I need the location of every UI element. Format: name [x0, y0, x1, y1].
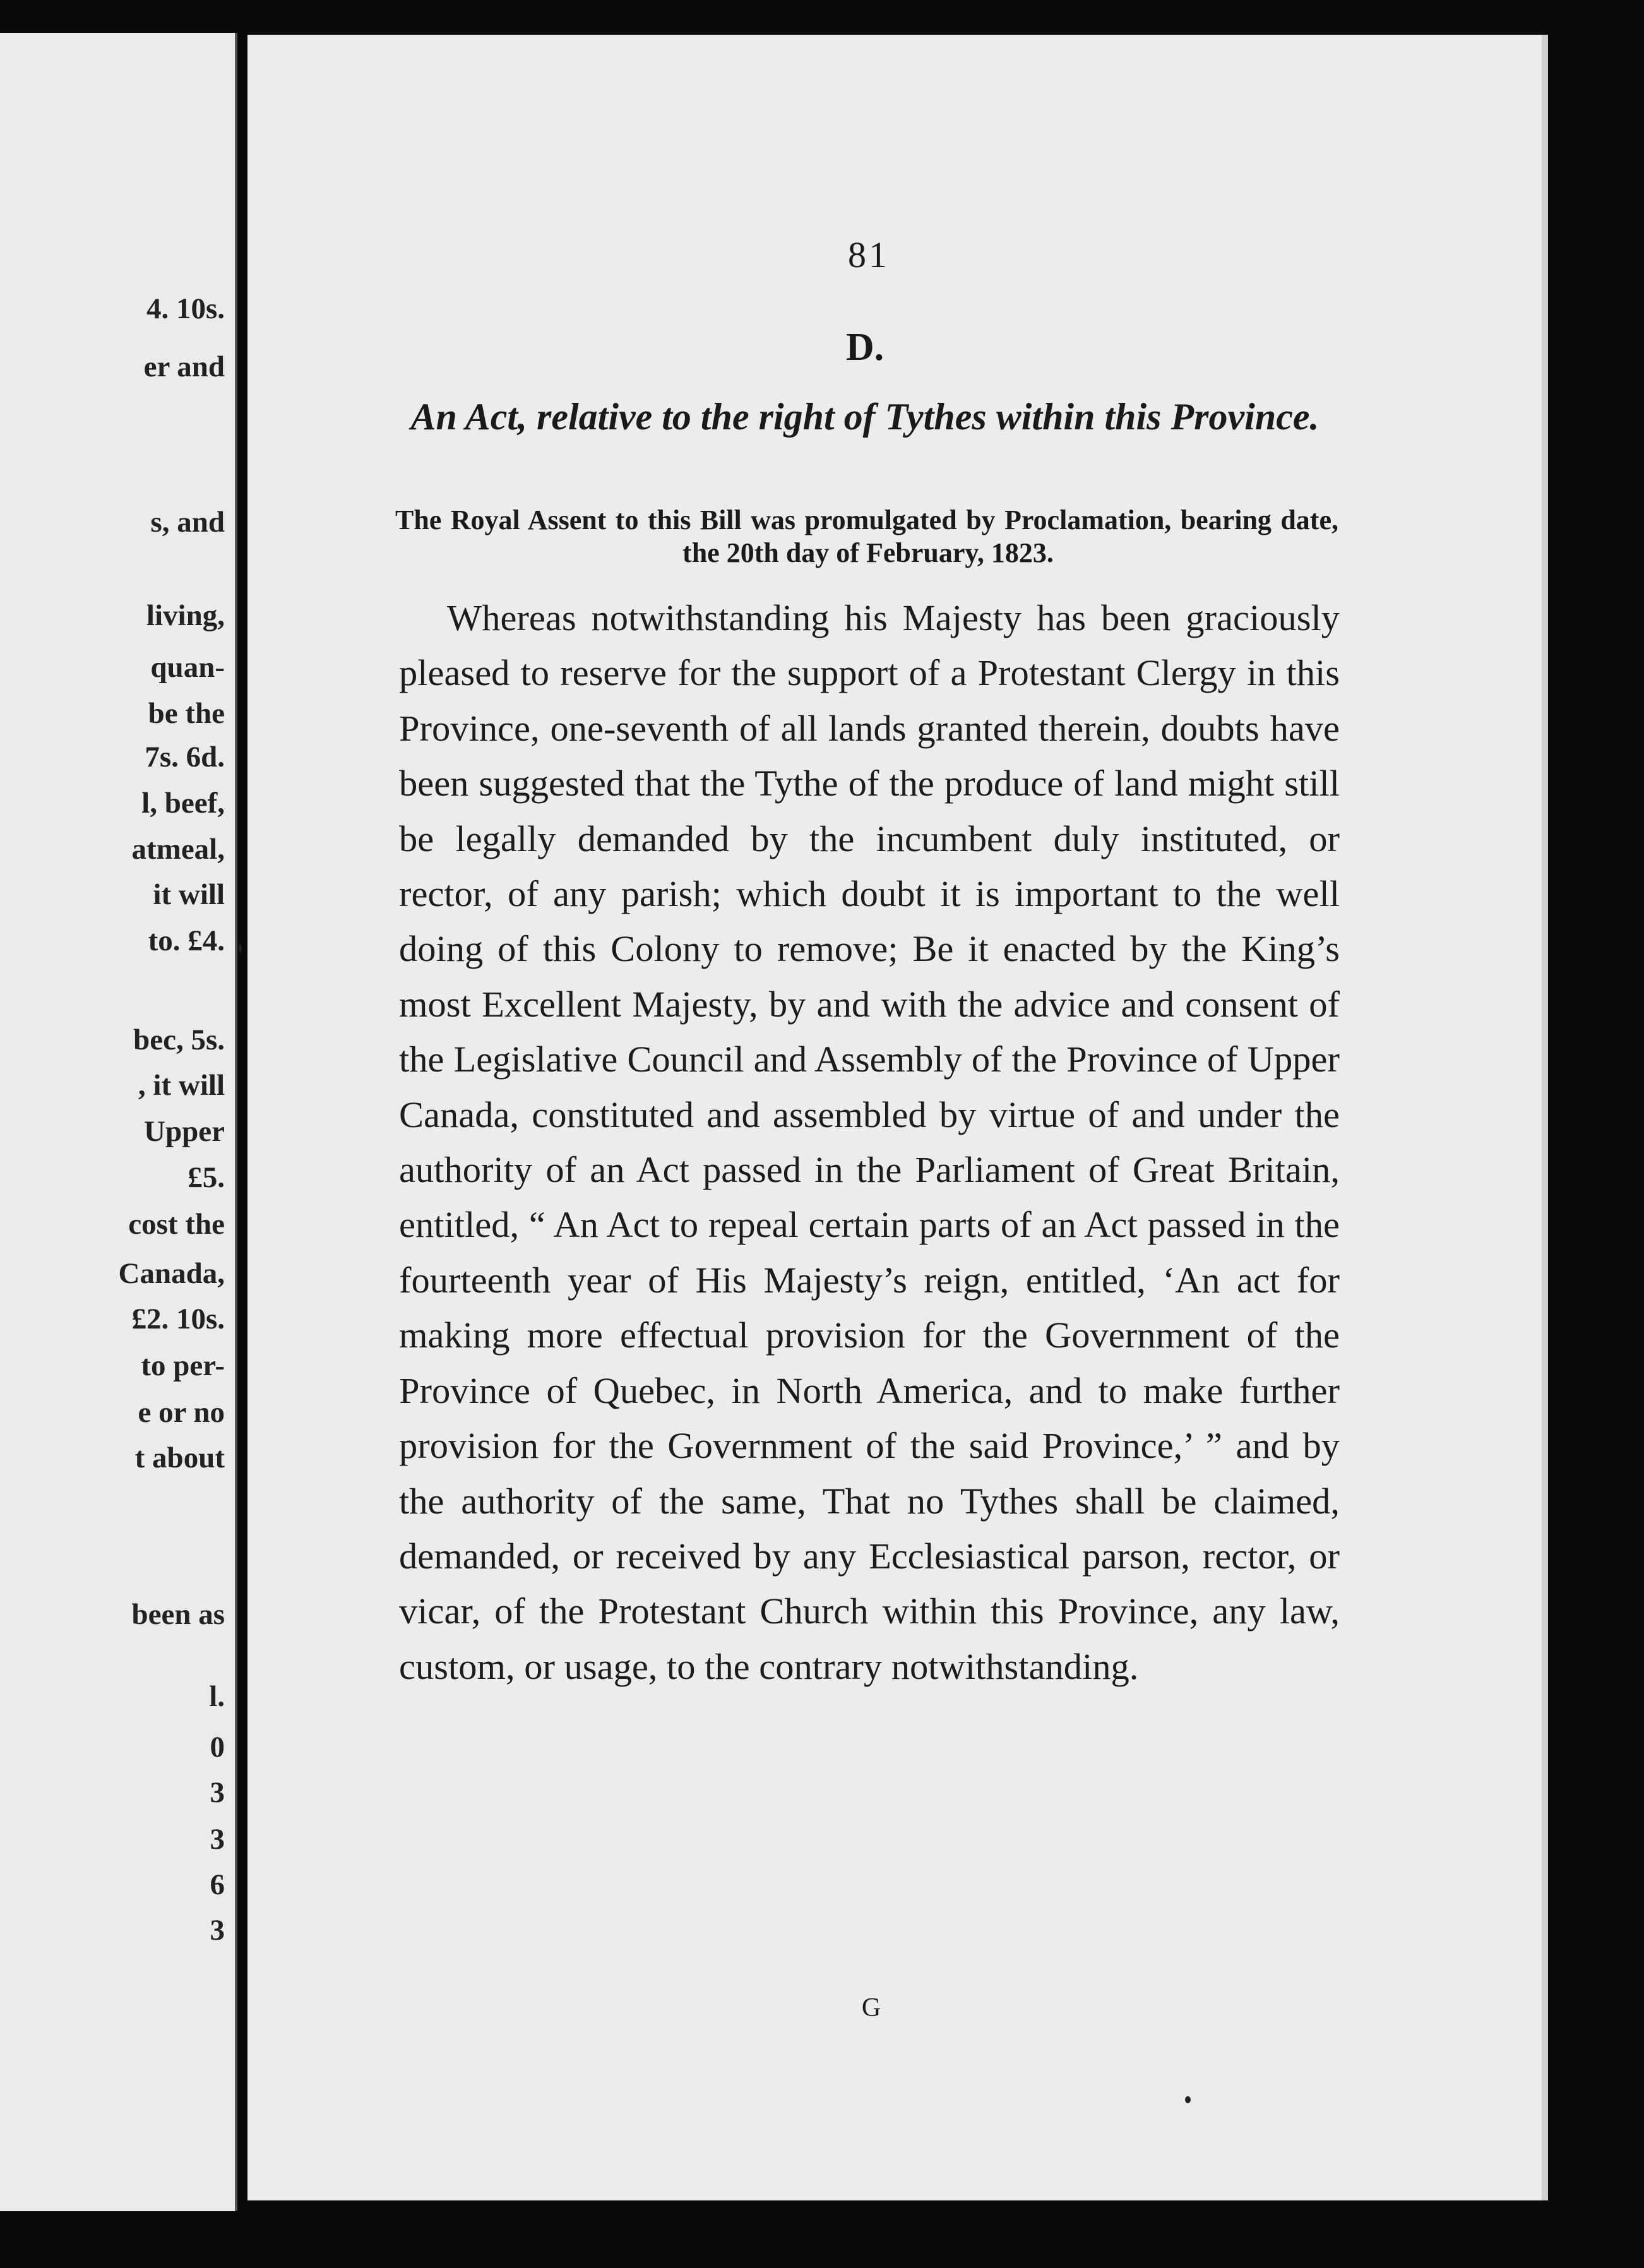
facing-page-line: , it will	[138, 1069, 225, 1102]
section-letter: D.	[845, 326, 885, 369]
act-title: An Act, relative to the right of Tythes within this Province.	[410, 396, 1319, 438]
facing-page-line: s, and	[150, 506, 225, 539]
facing-page-line: er and	[143, 350, 225, 383]
facing-page-line: t about	[134, 1441, 225, 1474]
facing-page-line: £2. 10s.	[131, 1303, 225, 1335]
facing-page-line: 0	[210, 1731, 225, 1764]
facing-page-line: 3	[210, 1823, 225, 1856]
body-paragraph: Whereas notwithstanding his Majesty has been graciously pleased to reserve for the support of a Protestant Clergy in this Province, one-seventh of all lands granted therein, doubts have been suggested that the Tythe of the produce of land might still be legally demanded by the incumbent duly instituted, or rector, of any parish; which doubt it is important to the well doing of this Colony to remove; Be it enacted by the King’s most Excellent Majesty, by and with the advice and consent of the Legislative Council and Assembly of the Province of Upper Canada, constituted and assembled by virtue of and under the authority of an Act passed in the Parliament of Great Britain, entitled, “ An Act to repeal certain parts of an Act passed in the fourteenth year of His Majesty’s reign, entitled, ‘An act for making more effectual provision for the Government of the Province of Quebec, in North America, and to make further provision for the Government of the said Province,’ ” and by the authority of the same, That no Tythes shall be claimed, demanded, or received by any Ecclesiastical parson, rector, or vicar, of the Protestant Church within this Province, any law, custom, or usage, to the contrary notwithstanding.	[399, 597, 1340, 1687]
ink-speck	[1185, 2096, 1191, 2103]
facing-page-line: to. £4.	[148, 924, 225, 957]
facing-page-line: 3	[210, 1776, 225, 1809]
facing-page-line: cost the	[128, 1208, 225, 1241]
facing-page-line: to per-	[141, 1349, 225, 1382]
royal-assent-note: The Royal Assent to this Bill was promulgated by Proclamation, bearing date, the 20th day of February, 1823.	[395, 504, 1338, 568]
facing-page-line: living,	[146, 599, 225, 632]
facing-page-line: £5.	[188, 1161, 225, 1194]
facing-page-line: it will	[153, 878, 225, 911]
facing-page-line: l, beef,	[141, 787, 225, 820]
facing-page-fragment	[0, 33, 237, 2211]
facing-page-line: 4. 10s.	[146, 292, 225, 325]
facing-page-line: 3	[210, 1914, 225, 1947]
signature-mark: G	[861, 1993, 881, 2022]
facing-page-line: bec, 5s.	[133, 1024, 225, 1056]
facing-page-line: atmeal,	[131, 833, 225, 866]
facing-page-line: Upper	[144, 1115, 225, 1148]
facing-page-line: l.	[209, 1680, 225, 1713]
facing-page-line: 6	[210, 1868, 225, 1901]
facing-page-line: e or no	[138, 1396, 225, 1429]
facing-page-line: be the	[148, 697, 225, 730]
facing-page-line: been as	[131, 1598, 225, 1631]
facing-page-line: quan-	[150, 651, 225, 684]
facing-page-line: Canada,	[118, 1257, 225, 1290]
ink-speck	[239, 944, 242, 953]
page-number: 81	[848, 234, 890, 275]
facing-page-line: 7s. 6d.	[145, 741, 225, 773]
